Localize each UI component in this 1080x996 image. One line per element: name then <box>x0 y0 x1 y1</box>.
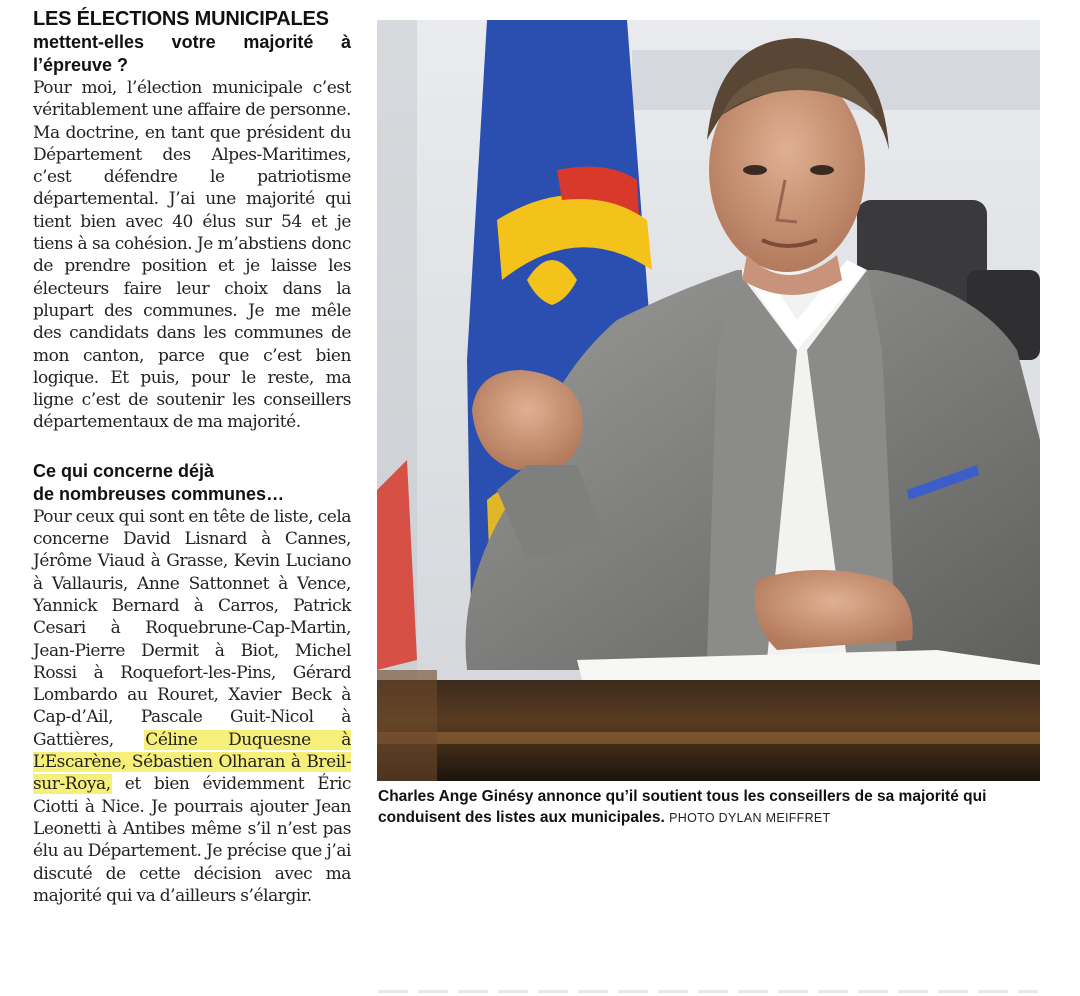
question-2-line-2: de nombreuses communes… <box>33 483 285 504</box>
question-1-line-3: l’épreuve ? <box>33 55 129 75</box>
question-1-line-2: mettent-elles votre majorité à <box>33 32 351 52</box>
article-photo <box>377 20 1040 781</box>
article-column <box>33 8 351 907</box>
caption-text: Charles Ange Ginésy annonce qu’il soutient tous les conseillers de sa majorité qui conduisent des listes aux municipales. <box>378 788 987 826</box>
photo-illustration <box>377 20 1040 781</box>
answer-paragraph-2 <box>33 506 351 907</box>
question-heading-1 <box>33 8 351 77</box>
answer-paragraph-1: Pour moi, l’élection municipale c’est véritablement une affaire de personne. Ma doctrine, en tant que président du Département des Alpes-Maritimes, c’est défendre le patriotisme départemental. J’ai une majorité qui tient bien avec 40 élus sur 54 et je tiens à sa cohésion. Je m’abstiens donc de prendre position et je laisse les électeurs faire leur choix dans la plupart des communes. Je me mêle des candidats dans les communes de mon canton, parce que c’est bien logique. Et puis, pour le reste, ma ligne c’est de soutenir les conseillers départementaux de ma majorité. <box>33 78 351 433</box>
resting-hand <box>755 570 913 650</box>
photo-credit: PHOTO DYLAN MEIFFRET <box>669 811 831 825</box>
highlighted-text: Céline Duquesne à L’Escarène, Sébastien Olharan à Breil-sur-Roya, <box>33 729 351 795</box>
desk <box>377 680 1040 781</box>
scan-artifact <box>378 990 1038 993</box>
question-1-line-1: LES ÉLECTIONS MUNICIPALES <box>33 8 329 30</box>
answer-2-text-end: et bien évidemment Éric Ciotti à Nice. Je pourrais ajouter Jean Leonetti à Antibes même s’il n’est pas élu au Département. Je précise que j’ai discuté de cette décision avec ma majorité qui va d’ailleurs s’élargir. <box>33 774 351 906</box>
photo-caption <box>378 786 1040 829</box>
question-heading-2 <box>33 460 351 506</box>
question-2-line-1: Ce qui concerne déjà <box>33 460 215 481</box>
answer-2-text-start: Pour ceux qui sont en tête de liste, cela concerne David Lisnard à Cannes, Jérôme Viaud à Grasse, Kevin Luciano à Vallauris, Anne Sattonnet à Vence, Yannick Bernard à Carros, Patrick Cesari à Roquebrune-Cap-Martin, Jean-Pierre Dermit à Biot, Michel Rossi à Roquefort-les-Pins, Gérard Lombardo au Rouret, Xavier Beck à Cap-d’Ail, Pascale Guit-Nicol à Gattières, <box>33 506 351 750</box>
